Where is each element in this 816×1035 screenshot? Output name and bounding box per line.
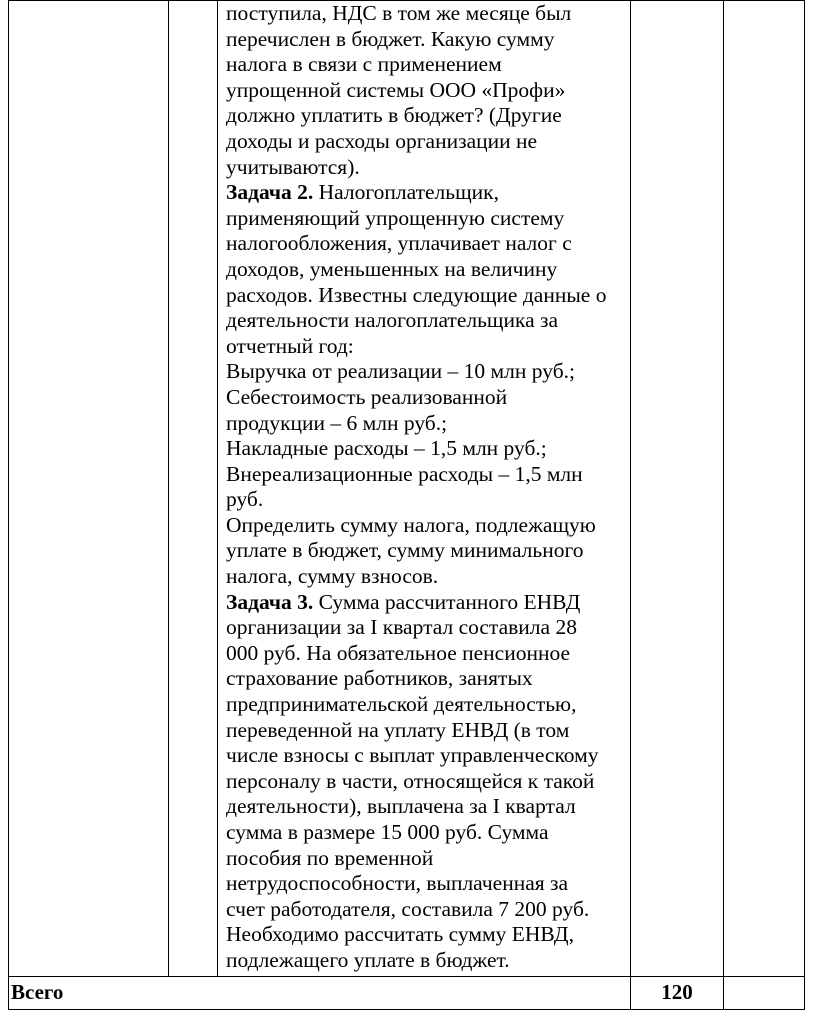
text-line: доходы и расходы организации не xyxy=(226,128,538,153)
table-cell-empty xyxy=(631,1,724,977)
tasks-table xyxy=(8,0,805,1010)
text-line: предпринимательской деятельностью, xyxy=(226,692,577,717)
text-line: деятельности), выплачена за I квартал xyxy=(226,794,576,819)
text-line: организации за I квартал составила 28 xyxy=(226,615,577,640)
text-line: расходов. Известны следующие данные о xyxy=(226,282,607,307)
text-line: деятельности налогоплательщика за xyxy=(226,308,559,333)
task-text-cell xyxy=(218,1,631,977)
text-line: Накладные расходы – 1,5 млн руб.; xyxy=(226,436,547,461)
text-line: поступила, НДС в том же месяце был xyxy=(226,1,572,25)
task2-heading-line xyxy=(226,180,624,206)
task2-label: Задача 2. xyxy=(226,180,314,205)
text-line: 000 руб. На обязательное пенсионное xyxy=(226,640,571,665)
text-line: учитываются). xyxy=(226,154,360,179)
text-line: пособия по временной xyxy=(226,845,434,870)
table-cell-empty xyxy=(169,1,218,977)
text-line: Себестоимость реализованной xyxy=(226,384,508,409)
task3-label: Задача 3. xyxy=(226,589,314,614)
text-line: руб. xyxy=(226,487,264,512)
text-line: сумма в размере 15 000 руб. Сумма xyxy=(226,820,549,844)
total-label: Всего xyxy=(11,980,64,1005)
task3-heading-line xyxy=(226,590,624,616)
total-label-cell xyxy=(9,976,631,1009)
task3-first-text: Сумма рассчитанного ЕНВД xyxy=(313,589,581,614)
text-line: доходов, уменьшенных на величину xyxy=(226,256,558,281)
text-line: Внереализационные расходы – 1,5 млн xyxy=(226,461,583,486)
text-line: налога, сумму взносов. xyxy=(226,564,439,589)
text-line: упрощенной системы ООО «Профи» xyxy=(226,77,566,102)
text-line: персоналу в части, относящейся к такой xyxy=(226,768,595,793)
text-line: налога в связи с применением xyxy=(226,52,502,77)
text-line: переведенной на уплату ЕНВД (в том xyxy=(226,717,570,742)
text-line: подлежащего уплате в бюджет. xyxy=(226,947,510,972)
task2-first-text: Налогоплательщик, xyxy=(313,180,499,205)
text-line: числе взносы с выплат управленческому xyxy=(226,743,599,768)
table-cell-empty xyxy=(724,1,805,977)
task-text xyxy=(218,1,630,976)
table-cell-empty xyxy=(724,976,805,1009)
text-line: уплате в бюджет, сумму минимального xyxy=(226,538,584,563)
table-row xyxy=(9,1,805,977)
text-line: Определить сумму налога, подлежащую xyxy=(226,512,596,537)
text-line: Выручка от реализации – 10 млн руб.; xyxy=(226,359,575,384)
total-row xyxy=(9,976,805,1009)
text-line: применяющий упрощенную систему xyxy=(226,205,565,230)
table-cell-empty xyxy=(9,1,169,977)
text-line: налогообложения, уплачивает налог с xyxy=(226,231,572,256)
text-line: нетрудоспособности, выплаченная за xyxy=(226,871,569,896)
text-line: продукции – 6 млн руб.; xyxy=(226,410,448,435)
text-line: Необходимо рассчитать сумму ЕНВД, xyxy=(226,922,574,947)
text-line: страхование работников, занятых xyxy=(226,666,533,691)
text-line: перечислен в бюджет. Какую сумму xyxy=(226,26,555,51)
total-value: 120 xyxy=(631,976,724,1009)
text-line: счет работодателя, составила 7 200 руб. xyxy=(226,896,590,921)
text-line: отчетный год: xyxy=(226,333,354,358)
text-line: должно уплатить в бюджет? (Другие xyxy=(226,103,562,128)
